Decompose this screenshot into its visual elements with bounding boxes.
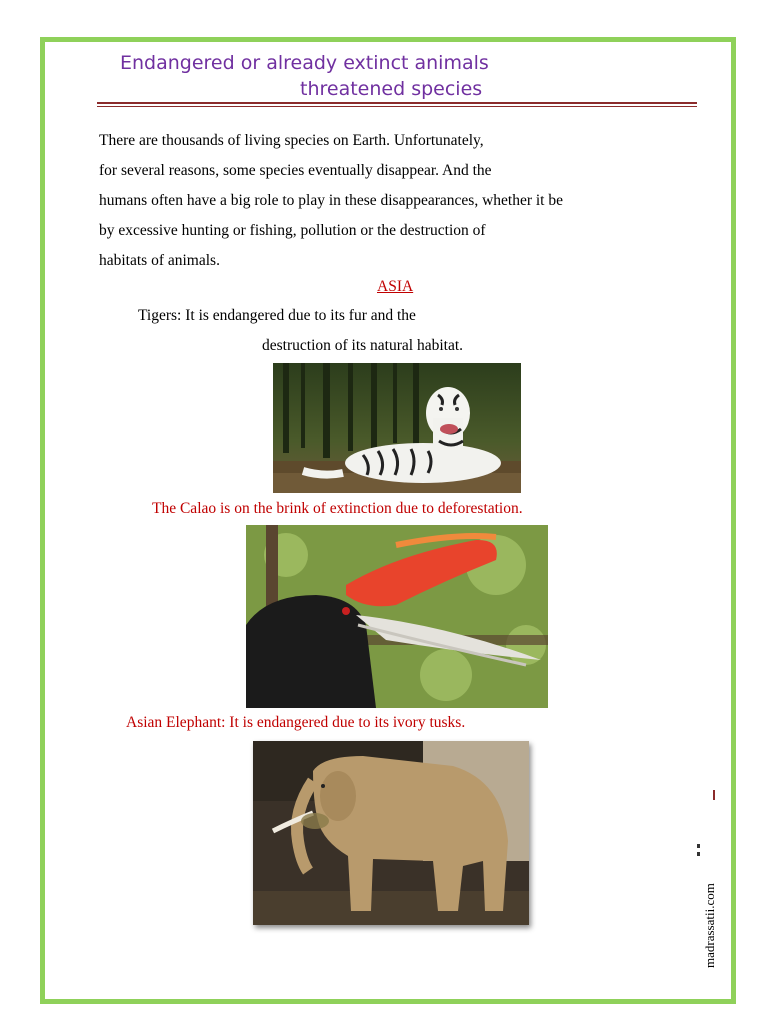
- intro-line: for several reasons, some species eventually disappear. And the: [99, 162, 492, 179]
- page-title-line2: threatened species: [300, 78, 483, 100]
- tiger-photo: [273, 363, 521, 493]
- tiger-description-line1: Tigers: It is endangered due to its fur and the: [138, 307, 416, 324]
- title-divider-thin: [97, 106, 697, 107]
- intro-line: by excessive hunting or fishing, pollution or the destruction of: [99, 222, 486, 239]
- intro-paragraph: [99, 126, 659, 276]
- intro-line: There are thousands of living species on Earth. Unfortunately,: [99, 132, 484, 149]
- side-mark: [713, 790, 715, 800]
- intro-line: habitats of animals.: [99, 252, 220, 269]
- calao-caption: The Calao is on the brink of extinction due to deforestation.: [152, 500, 523, 517]
- side-mark: [697, 852, 700, 856]
- elephant-photo: [253, 741, 529, 925]
- side-mark: [697, 844, 700, 848]
- calao-photo: [246, 525, 548, 708]
- page-title-line1: Endangered or already extinct animals: [120, 52, 489, 74]
- elephant-caption: Asian Elephant: It is endangered due to its ivory tusks.: [126, 714, 466, 731]
- site-watermark: madrassatii.com: [702, 883, 717, 968]
- tiger-description-line2: destruction of its natural habitat.: [262, 337, 464, 354]
- title-divider-thick: [97, 102, 697, 104]
- section-heading-asia: ASIA: [377, 278, 414, 295]
- intro-line: humans often have a big role to play in these disappearances, whether it be: [99, 192, 563, 209]
